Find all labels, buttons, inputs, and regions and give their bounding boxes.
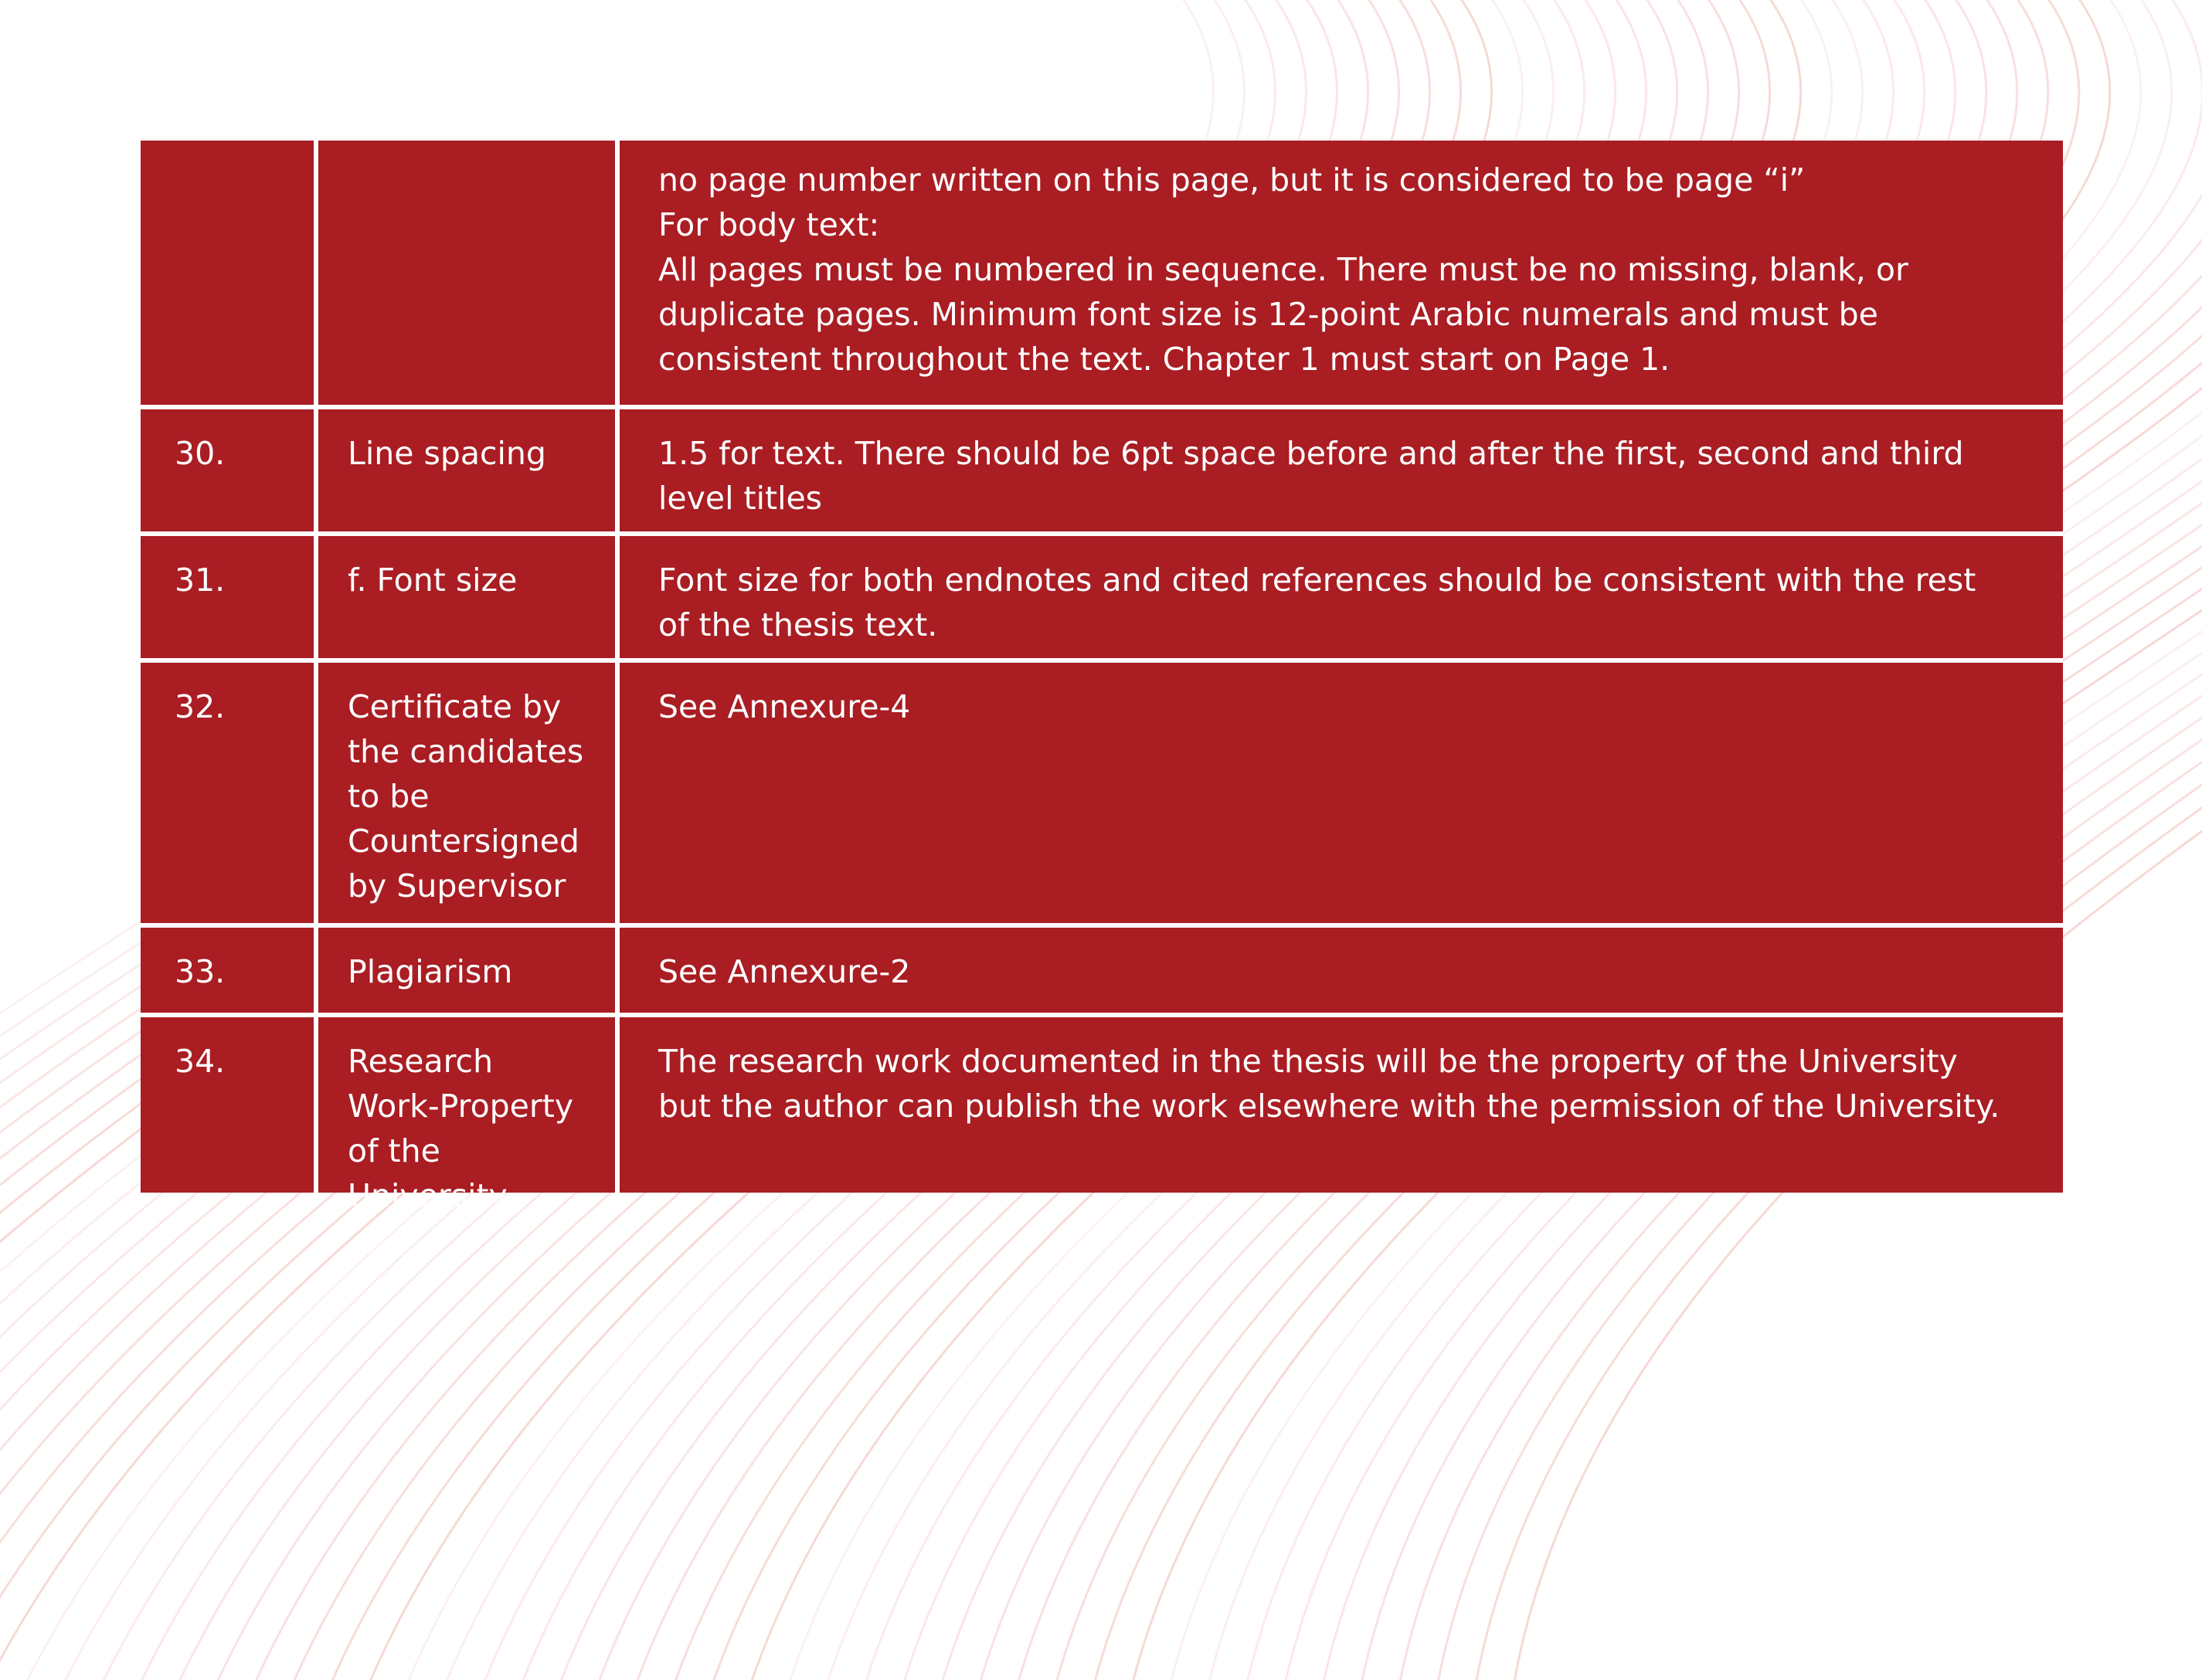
title-line: by Supervisor <box>348 867 566 904</box>
title-line: Work-Property <box>348 1088 574 1125</box>
description-line: duplicate pages. Minimum font size is 12-point Arabic numerals and must be <box>658 296 1878 333</box>
description-line: See Annexure-2 <box>658 953 911 990</box>
description-line: All pages must be numbered in sequence. There must be no missing, blank, or <box>658 251 1908 288</box>
table-row-title <box>318 536 615 658</box>
thesis-format-table <box>141 141 2063 1214</box>
title-line: Research <box>348 1043 494 1080</box>
table-row-number: 30. <box>141 409 314 531</box>
description-line: of the thesis text. <box>658 606 938 643</box>
description-line: For body text: <box>658 206 880 243</box>
table-row-description <box>620 928 2063 1013</box>
title-line: of the University <box>348 1132 508 1214</box>
description-line: but the author can publish the work elsewhere with the permission of the University. <box>658 1088 2000 1125</box>
title-line: Plagiarism <box>348 953 513 990</box>
table-row-description <box>620 663 2063 923</box>
description-line: level titles <box>658 480 823 517</box>
table-row-number: 33. <box>141 928 314 1013</box>
table-row-description <box>620 536 2063 658</box>
description-line: See Annexure-4 <box>658 688 911 725</box>
table-row-number: 32. <box>141 663 314 923</box>
title-line: the candidates <box>348 733 584 770</box>
table-row-continuation-number <box>141 141 314 405</box>
table-row-title <box>318 663 615 923</box>
table-row-description <box>620 1017 2063 1193</box>
table-row-title <box>318 409 615 531</box>
description-line: no page number written on this page, but it is considered to be page “i” <box>658 161 1806 199</box>
description-line: consistent throughout the text. Chapter 1 must start on Page 1. <box>658 341 1670 378</box>
table-row-number: 31. <box>141 536 314 658</box>
title-line: to be <box>348 778 430 815</box>
description-line: The research work documented in the thesis will be the property of the University <box>658 1043 1958 1080</box>
title-line: Line spacing <box>348 435 546 472</box>
table-row-title <box>318 928 615 1013</box>
table-row-continuation-title <box>318 141 615 405</box>
title-line: Countersigned <box>348 823 579 860</box>
description-line: 1.5 for text. There should be 6pt space before and after the first, second and third <box>658 435 1964 472</box>
table-row-number: 34. <box>141 1017 314 1193</box>
table-row-title <box>318 1017 615 1214</box>
table-row-continuation-description <box>620 141 2063 405</box>
table-row-description <box>620 409 2063 531</box>
description-line: Font size for both endnotes and cited references should be consistent with the rest <box>658 562 1976 599</box>
title-line: f. Font size <box>348 562 518 599</box>
title-line: Certificate by <box>348 688 562 725</box>
